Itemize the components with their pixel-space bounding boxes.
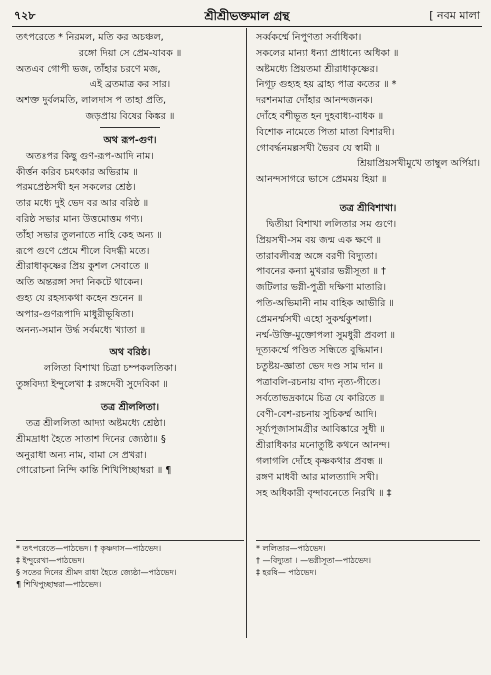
left-verse-line: গুহ্য যে রহস্যকথা কহেন শুনেন ॥ [16, 292, 143, 304]
right-footnote: * ললিতার—পাঠভেদ। [256, 544, 326, 553]
left-verse-line: শ্রীমদ্রাধা হৈতে সাতাশ দিনের জ্যেষ্ঠা॥ § [16, 433, 166, 445]
footnotes-left [16, 543, 244, 591]
right-verse-line: সহ অধিকারী বৃন্দাবনেতে নিরখি ॥ ‡ [256, 487, 392, 499]
left-verse-line: গোরোচনা নিন্দি কান্তি শিখিপিচ্ছাম্বরা ॥ ¶ [16, 465, 172, 477]
right-footnote: ‡ হরষি— পাঠভেদ। [256, 568, 317, 577]
right-verse-line: নিগূঢ় গুহ্যহ হয় ব্রাহ্য পাত্র কতের ॥ * [256, 79, 397, 91]
left-verse-line: বরিষ্ঠ সভার মান্য উত্তমোত্তম গণ্য। [16, 213, 143, 225]
page-number: ৭২৮ [14, 9, 36, 22]
right-verse-line: সকলের মান্যা ধন্যা প্রাধান্যে অধিকা ॥ [256, 47, 399, 59]
right-verse-line: সর্বতোভদ্রকামে চিত্র যে কারিতে ॥ [256, 392, 385, 404]
right-verse-line: আনন্দসাগরে ভাসে প্রেমময় হিয়া ॥ [256, 174, 387, 186]
right-column [256, 30, 480, 501]
right-verse-line: প্রিয়সখী-সম বয় জন্ম এক ক্ষণে ॥ [256, 234, 382, 246]
left-verse-line: তার মধ্যে দুই ভেদ বর আর বরিষ্ঠ ॥ [16, 198, 149, 210]
left-section-heading: তত্র শ্রীললিতা। [100, 401, 160, 413]
right-verse-line: শ্রিয়াপ্রিয়সখীমুখে তাম্বুল অর্পিয়া। [357, 158, 480, 170]
left-verse-line: তৎপরেতে * নিরমল, মতি কর অচঞ্চল, [16, 32, 164, 43]
right-verse-line: প্রেমনর্ম্মসখী এহো সুকর্ম্মকুশলা। [256, 313, 372, 325]
right-verse-line: দোঁহে বশীভূত হন দুহবাধ্য-বাধক ॥ [256, 110, 384, 122]
left-footnote: ¶ শিখিপুচ্ছাম্বরা—পাঠভেদ। [16, 580, 102, 589]
left-verse-line: রূপে গুণে প্রেমে শীলে বিদগ্ধী মতে। [16, 245, 150, 257]
left-section-heading: অথ বরিষ্ঠ। [109, 347, 151, 359]
footnotes-right [256, 543, 480, 579]
right-verse-line: রঙ্গণ মাধবী আর মালত্যাদি সখী। [256, 471, 379, 483]
right-verse-line: গোবর্দ্ধনমল্লসখী ভৈরব যে স্বামী ॥ [256, 142, 380, 154]
left-verse-line: তুঙ্গবিদ্যা ইন্দুলেখা ‡ রঙ্গদেবী সুদেবিকা ॥ [16, 379, 168, 391]
left-verse-line: তত্র শ্রীললিতা আদ্যা অষ্টমধ্যে শ্রেষ্ঠা। [26, 417, 166, 429]
footnote-rule-left [16, 540, 244, 541]
left-separator [100, 127, 160, 128]
left-footnote: § সতের দিনের শ্রীমদ রাধা হৈতে জ্যেষ্ঠা—পাঠভেদ। [16, 568, 177, 577]
left-verse-line: অতঃপর কিছু গুণ-রূপ-আদি নাম। [26, 150, 154, 162]
right-verse-line: শ্রীরাধিকার মনোতুষ্টি কথনে আনন্দ। [256, 440, 391, 452]
right-verse-line: সূর্য্যপূজাসামগ্রীর আবিষ্কারে সুধী ॥ [256, 424, 385, 436]
right-verse-line: নর্ম্ম-উক্তি-মুক্তোপলা সুমধুরী প্রবলা ॥ [256, 329, 396, 341]
right-verse-line: পাবনের কন্যা মুখরার ভগ্নীসূতা ॥ † [256, 266, 386, 278]
left-verse-line: অতি অন্তরঙ্গা সদা নিকটে থাকেন। [16, 277, 143, 289]
left-verse-line: ললিতা বিশাখা চিত্রা চম্পকলতিকা। [44, 363, 177, 375]
left-footnote: ‡ ইন্দুরেখা—পাঠভেদ। [16, 556, 85, 565]
right-verse-line: দ্বিতীয়া বিশাখা ললিতার সম গুণে। [266, 218, 397, 230]
right-verse-line: চতুষ্টয়-জ্ঞাতা ভেদ দণ্ড সাম দান ॥ [256, 361, 384, 373]
left-verse-line: অনন্য-সমান উর্দ্ধ সর্বমধ্যে খ্যাতা ॥ [16, 324, 146, 336]
right-verse-line: সর্ব্বকর্ম্মে নিপুণতা সর্বাধিকা। [256, 32, 362, 43]
right-verse-line: তারাবলীবস্ত্র অঙ্গে বরণী বিদ্যুতা। [256, 250, 378, 262]
left-section-heading: অথ রূপ-গুণ। [103, 134, 157, 146]
right-verse-line: পত্রাবলি-রচনায় বাদ্য নৃত্য-গীতে। [256, 376, 381, 388]
header-rule [12, 26, 482, 27]
left-verse-line: অনুরাধা অন্য নাম, বামা সে প্রখরা। [16, 449, 147, 461]
right-verse-line: অষ্টমধ্যে প্রিয়তমা শ্রীরাধাকৃষ্ণের। [256, 63, 379, 75]
section-label: [ নবম মালা [429, 9, 480, 22]
running-title: শ্রীশ্রীভক্তমাল গ্রন্থ [204, 9, 290, 23]
left-verse-line: রঙ্গো দিয়া সে প্রেম-যাবক ॥ [78, 47, 182, 59]
left-verse-line: অপার-গুণরূপাদি মাধুরীভূষিতা। [16, 308, 134, 320]
right-section-heading: তত্র শ্রীবিশাখা। [339, 202, 397, 214]
footnote-rule-right [256, 540, 480, 541]
right-verse-line: দূত্যকর্ম্মে পণ্ডিত সন্ধিতে বুদ্ধিমান। [256, 345, 383, 357]
right-footnote: † —বিদ্যুতা । —ভগ্নীসূতা—পাঠভেদ। [256, 556, 372, 565]
page-header [14, 6, 480, 26]
left-verse-line: শ্রীরাধাকৃষ্ণের প্রিয় কুশল সেবাতে ॥ [16, 261, 149, 273]
left-verse-line: অতএব গোপী ভজ, তাঁহার চরণে মজ, [16, 63, 161, 75]
right-verse-line: জটিলার ভগ্নী-পুত্রী দক্ষিণা মাতারি। [256, 282, 387, 294]
right-verse-line: পতি-অভিমানী নাম বাহিক আভীরি ॥ [256, 297, 394, 309]
right-verse-line: দরশনমাত্র দোঁহার আনন্দজনক। [256, 95, 373, 107]
left-verse-line: পরমপ্রেষ্ঠসখী হন সকলের শ্রেষ্ঠ। [16, 182, 136, 194]
left-column [16, 30, 244, 479]
right-verse-line: গলাগলি দোঁহে কৃষ্ণকথার প্রবন্ধ ॥ [256, 455, 383, 467]
left-verse-line: জড়প্রায় বিষের কিঙ্কর ॥ [85, 110, 175, 122]
left-footnote: * তৎপরেতে—পাঠভেদ। † কৃষ্ণদাস—পাঠভেদ। [16, 544, 162, 553]
left-verse-line: তাঁহা সভার তুলনাতে নাহি কেহ অন্য ॥ [16, 229, 162, 241]
column-divider [246, 28, 247, 638]
left-verse-line: অশক্ত দুর্বলমতি, লালদাস প তাহা প্রতি, [16, 95, 167, 107]
right-verse-line: বেণী-বেশ-রচনায় সুচিকর্ম্ম আদি। [256, 408, 377, 420]
right-verse-line: বিশোক নামেতে পিতা মাতা বিশারদী। [256, 126, 395, 138]
left-verse-line: কীর্ত্তন করিব চমৎকার অভিরাম ॥ [16, 166, 138, 178]
left-verse-line: এই ব্রতমাত্র কর সার। [89, 79, 171, 91]
